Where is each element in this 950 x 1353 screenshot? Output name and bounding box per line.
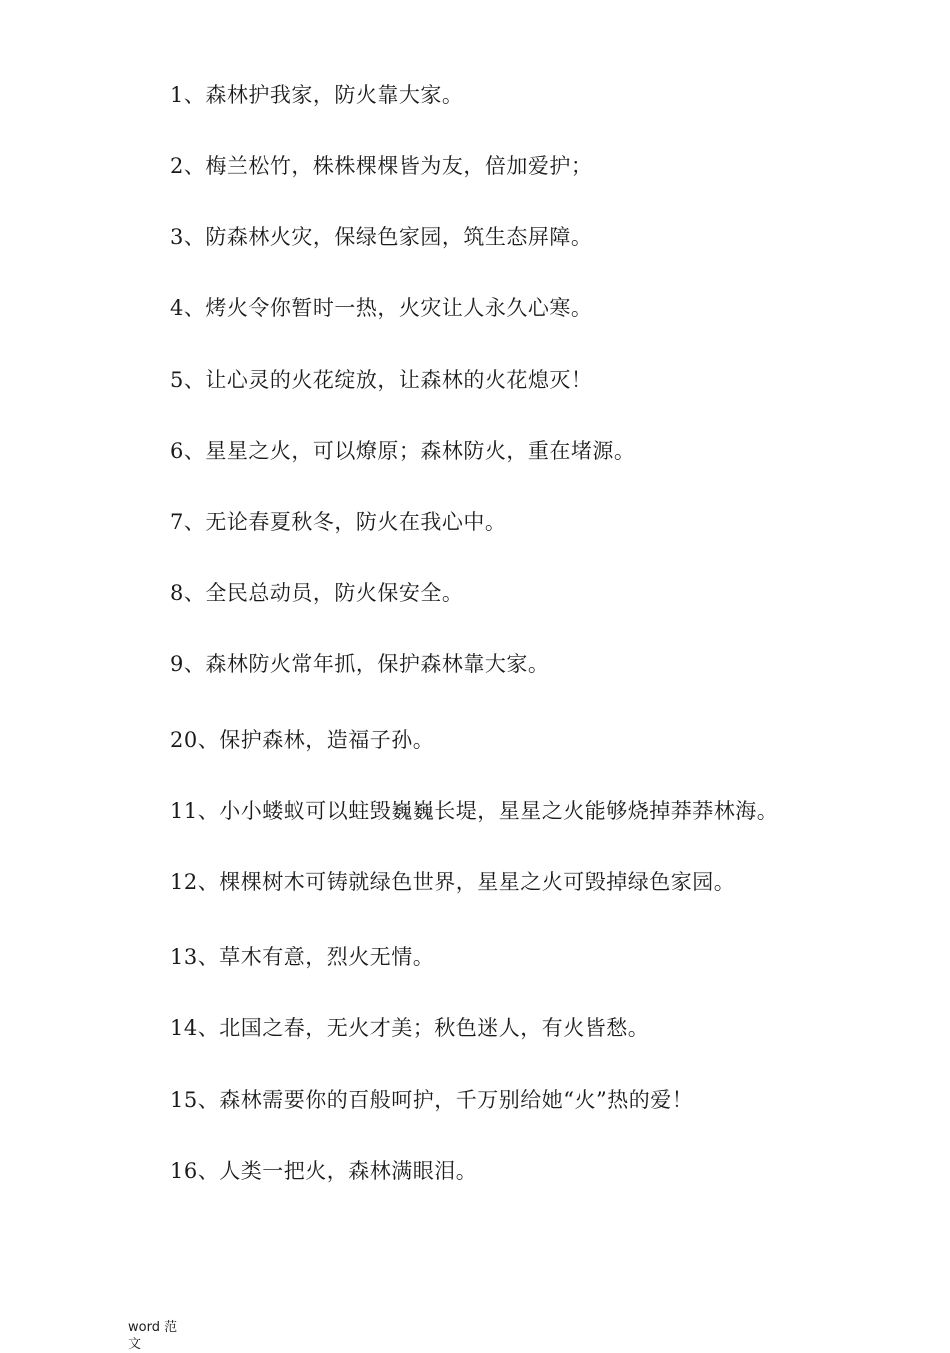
slogan-line: 2、梅兰松竹，株株棵棵皆为友，倍加爱护； — [170, 154, 593, 178]
slogan-line: 5、让心灵的火花绽放，让森林的火花熄灭！ — [170, 368, 593, 392]
slogan-line: 13、草木有意，烈火无情。 — [170, 945, 435, 969]
slogan-line: 16、人类一把火，森林满眼泪。 — [170, 1159, 478, 1183]
slogan-line: 4、烤火令你暂时一热，火灾让人永久心寒。 — [170, 296, 593, 320]
slogan-line: 6、星星之火，可以燎原；森林防火，重在堵源。 — [170, 439, 636, 463]
slogan-line: 8、全民总动员，防火保安全。 — [170, 581, 464, 605]
slogan-line: 20、保护森林，造福子孙。 — [170, 728, 435, 752]
slogan-line: 7、无论春夏秋冬，防火在我心中。 — [170, 510, 507, 534]
slogan-line: 9、森林防火常年抓，保护森林靠大家。 — [170, 652, 550, 676]
slogan-line: 11、小小蝼蚁可以蛀毁巍巍长堤，星星之火能够烧掉莽莽林海。 — [170, 799, 779, 823]
slogan-line: 12、棵棵树木可铸就绿色世界，星星之火可毁掉绿色家园。 — [170, 870, 736, 894]
slogan-line: 1、森林护我家，防火靠大家。 — [170, 83, 464, 107]
slogan-line: 14、北国之春，无火才美；秋色迷人，有火皆愁。 — [170, 1016, 650, 1040]
page-footer: word 范文 — [128, 1320, 178, 1352]
slogan-line: 15、森林需要你的百般呵护，千万别给她“火”热的爱！ — [170, 1088, 694, 1112]
slogan-line: 3、防森林火灾，保绿色家园，筑生态屏障。 — [170, 225, 593, 249]
